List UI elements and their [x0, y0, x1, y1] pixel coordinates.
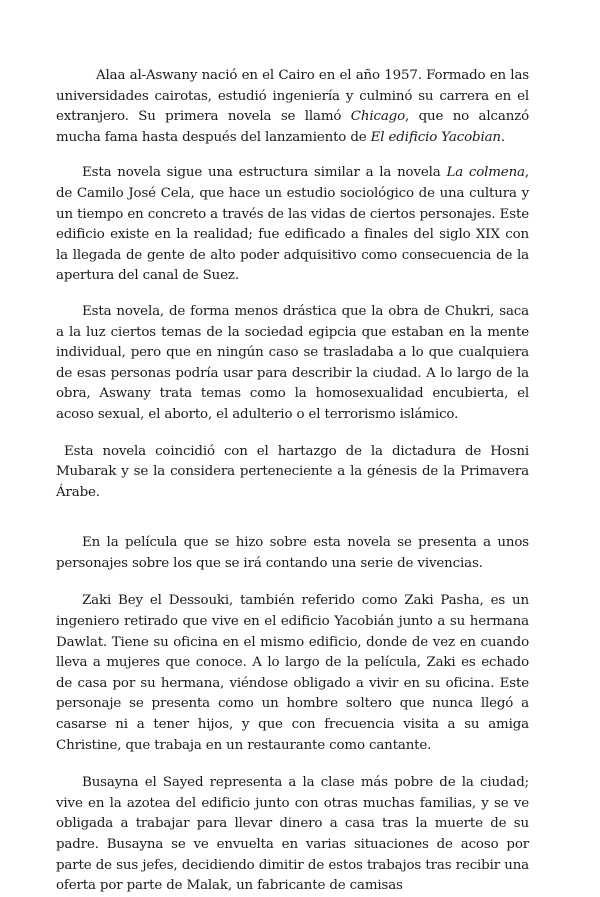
document-page — [56, 66, 529, 897]
text-run: . — [500, 129, 505, 145]
paragraph-zaki-bey — [56, 591, 529, 756]
italic-title-la-colmena: La colmena — [446, 165, 525, 181]
paragraph-arab-spring — [56, 442, 529, 504]
paragraph-novel-themes — [56, 302, 529, 426]
paragraph-author-biography — [56, 66, 529, 148]
text-run: , que no alcanzó mucha fama hasta después del lanzamiento de — [56, 109, 529, 145]
paragraph-novel-structure — [56, 163, 529, 287]
paragraph-busayna — [56, 773, 529, 897]
italic-title-el-edificio-yacobian: El edificio Yacobian — [370, 129, 501, 145]
text-run: Esta novela, de forma menos drástica que la obra de Chukri, saca a la luz ciertos temas de la sociedad egipcia que estaban en la mente individual, pero que en ningún caso se trasladaba a lo que cualquiera de esas personas podría usar para describir la ciudad. A lo largo de la obra, Aswany trata temas como la homosexualidad encubierta, el acoso sexual, el aborto, el adulterio o el terrorismo islámico. — [56, 303, 529, 422]
text-run: Zaki Bey el Dessouki, también referido como Zaki Pasha, es un ingeniero retirado que vive en el edificio Yacobián junto a su hermana Dawlat. Tiene su oficina en el mismo edificio, donde de vez en cuando lleva a mujeres que conoce. A lo largo de la película, Zaki es echado de casa por su hermana, viéndose obligado a vivir en su oficina. Este personaje se presenta como un hombre soltero que nunca llegó a casarse ni a tener hijos, y que con frecuencia visita a su amiga Christine, que trabaja en un restaurante como cantante. — [56, 593, 529, 753]
text-run: Esta novela sigue una estructura similar a la novela — [82, 165, 447, 181]
text-run: Esta novela coincidió con el hartazgo de la dictadura de Hosni Mubarak y se la considera perteneciente a la génesis de la Primavera Árabe. — [56, 443, 529, 500]
text-run: En la película que se hizo sobre esta novela se presenta a unos personajes sobre los que se irá contando una serie de vivencias. — [56, 535, 529, 571]
text-run: Busayna el Sayed representa a la clase más pobre de la ciudad; vive en la azotea del edificio junto con otras muchas familias, y se ve obligada a trabajar para llevar dinero a casa tras la muerte de su padre. Busayna se ve envuelta en varias situaciones de acoso por parte de sus jefes, decidiendo dimitir de estos trabajos tras recibir una oferta por parte de Malak, un fabricante de camisas — [56, 775, 529, 894]
paragraph-film-intro — [56, 533, 529, 574]
text-run: Alaa al-Aswany nació en el Cairo en el año 1957. Formado en las universidades cairotas, estudió ingeniería y culminó su carrera en el extranjero. Su primera novela se llamó — [56, 68, 529, 125]
italic-title-chicago: Chicago — [350, 109, 406, 125]
text-run: , de Camilo José Cela, que hace un estudio sociológico de una cultura y un tiempo en concreto a través de las vidas de ciertos personajes. Este edificio existe en la realidad; fue edificado a finales del siglo XIX con la llegada de gente de alto poder adquisitivo como consecuencia de la apertura del canal de Suez. — [56, 165, 529, 284]
